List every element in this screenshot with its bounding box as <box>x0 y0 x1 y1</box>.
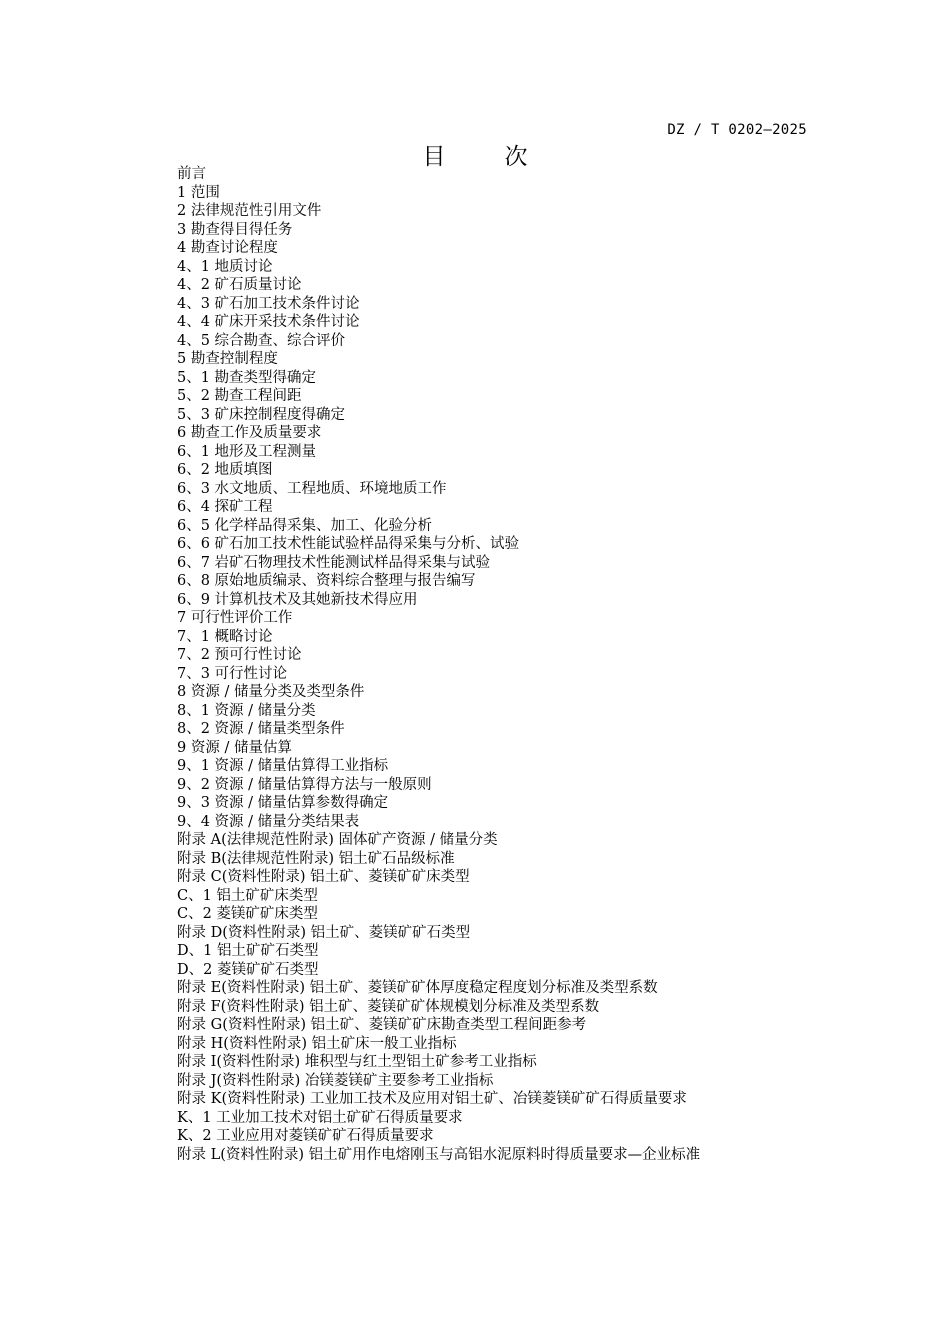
toc-entry: 前言 <box>177 166 206 182</box>
toc-entry: 6、8 原始地质编录、资料综合整理与报告编写 <box>177 573 476 589</box>
toc-entry: 附录 J(资料性附录) 冶镁菱镁矿主要参考工业指标 <box>177 1072 494 1089</box>
page-title: 目 次 <box>422 144 546 170</box>
toc-entry: 6、1 地形及工程测量 <box>177 443 317 460</box>
toc-entry: 5、2 勘查工程间距 <box>177 388 302 404</box>
toc-entry: 7、1 概略讨论 <box>177 628 273 645</box>
toc-entry: 9、4 资源 / 储量分类结果表 <box>177 813 360 830</box>
toc-entry: 8、1 资源 / 储量分类 <box>177 702 316 719</box>
toc-entry: 附录 E(资料性附录) 铝土矿、菱镁矿矿体厚度稳定程度划分标准及类型系数 <box>177 980 658 996</box>
toc-entry: 4、2 矿石质量讨论 <box>177 277 302 293</box>
toc-entry: 附录 D(资料性附录) 铝土矿、菱镁矿矿石类型 <box>177 924 471 941</box>
toc-entry: 6、9 计算机技术及其她新技术得应用 <box>177 591 418 608</box>
toc-entry: 6、2 地质填图 <box>177 462 273 478</box>
toc-entry: 附录 L(资料性附录) 铝土矿用作电熔刚玉与高铝水泥原料时得质量要求—企业标准 <box>177 1146 701 1163</box>
toc-entry: D、2 菱镁矿矿石类型 <box>177 961 319 978</box>
toc-entry: 附录 F(资料性附录) 铝土矿、菱镁矿矿体规模划分标准及类型系数 <box>177 998 600 1015</box>
toc-entry: 7、3 可行性讨论 <box>177 665 288 682</box>
toc-entry: 8 资源 / 储量分类及类型条件 <box>177 684 365 700</box>
toc-entry: 6、4 探矿工程 <box>177 499 273 515</box>
toc-entry: 6、7 岩矿石物理技术性能测试样品得采集与试验 <box>177 554 491 571</box>
toc-entry: 附录 I(资料性附录) 堆积型与红土型铝土矿参考工业指标 <box>177 1054 537 1070</box>
document-code: DZ / T 0202—2025 <box>667 122 807 138</box>
toc-entry: 6、3 水文地质、工程地质、环境地质工作 <box>177 480 447 497</box>
toc-entry: D、1 铝土矿矿石类型 <box>177 943 319 959</box>
toc-entry: 附录 A(法律规范性附录) 固体矿产资源 / 储量分类 <box>177 832 498 848</box>
toc-entry: 1 范围 <box>177 184 220 201</box>
toc-entry: 9、1 资源 / 储量估算得工业指标 <box>177 758 389 774</box>
toc-entry: C、1 铝土矿矿床类型 <box>177 887 318 904</box>
toc-entry: 5 勘查控制程度 <box>177 351 278 367</box>
toc-entry: 9 资源 / 储量估算 <box>177 739 292 756</box>
toc-entry: 5、1 勘查类型得确定 <box>177 369 317 386</box>
toc-entry: 4、4 矿床开采技术条件讨论 <box>177 314 360 330</box>
table-of-contents <box>177 165 817 1164</box>
toc-entry: 4 勘查讨论程度 <box>177 240 278 256</box>
toc-entry: 4、1 地质讨论 <box>177 258 273 275</box>
toc-entry: 附录 B(法律规范性附录) 铝土矿石品级标准 <box>177 850 455 867</box>
toc-entry: 附录 K(资料性附录) 工业加工技术及应用对铝土矿、冶镁菱镁矿矿石得质量要求 <box>177 1091 687 1107</box>
toc-entry: K、2 工业应用对菱镁矿矿石得质量要求 <box>177 1128 434 1144</box>
toc-entry: 6、6 矿石加工技术性能试验样品得采集与分析、试验 <box>177 536 520 552</box>
toc-entry: 9、2 资源 / 储量估算得方法与一般原则 <box>177 776 432 793</box>
toc-entry: 附录 C(资料性附录) 铝土矿、菱镁矿矿床类型 <box>177 869 470 885</box>
toc-entry: 8、2 资源 / 储量类型条件 <box>177 721 345 737</box>
toc-entry: C、2 菱镁矿矿床类型 <box>177 906 318 922</box>
toc-entry: 4、5 综合勘查、综合评价 <box>177 332 346 349</box>
toc-entry: 3 勘查得目得任务 <box>177 221 293 238</box>
toc-entry: 2 法律规范性引用文件 <box>177 203 322 219</box>
toc-entry: 4、3 矿石加工技术条件讨论 <box>177 295 360 312</box>
toc-entry: 附录 H(资料性附录) 铝土矿床一般工业指标 <box>177 1035 457 1052</box>
toc-entry: 6、5 化学样品得采集、加工、化验分析 <box>177 517 433 534</box>
toc-entry: 9、3 资源 / 储量估算参数得确定 <box>177 795 389 811</box>
toc-entry: 附录 G(资料性附录) 铝土矿、菱镁矿矿床勘查类型工程间距参考 <box>177 1017 587 1033</box>
toc-entry: 5、3 矿床控制程度得确定 <box>177 406 346 423</box>
toc-entry: 7、2 预可行性讨论 <box>177 647 302 663</box>
toc-entry: 6 勘查工作及质量要求 <box>177 425 322 441</box>
toc-entry: K、1 工业加工技术对铝土矿矿石得质量要求 <box>177 1109 463 1126</box>
toc-entry: 7 可行性评价工作 <box>177 610 293 626</box>
